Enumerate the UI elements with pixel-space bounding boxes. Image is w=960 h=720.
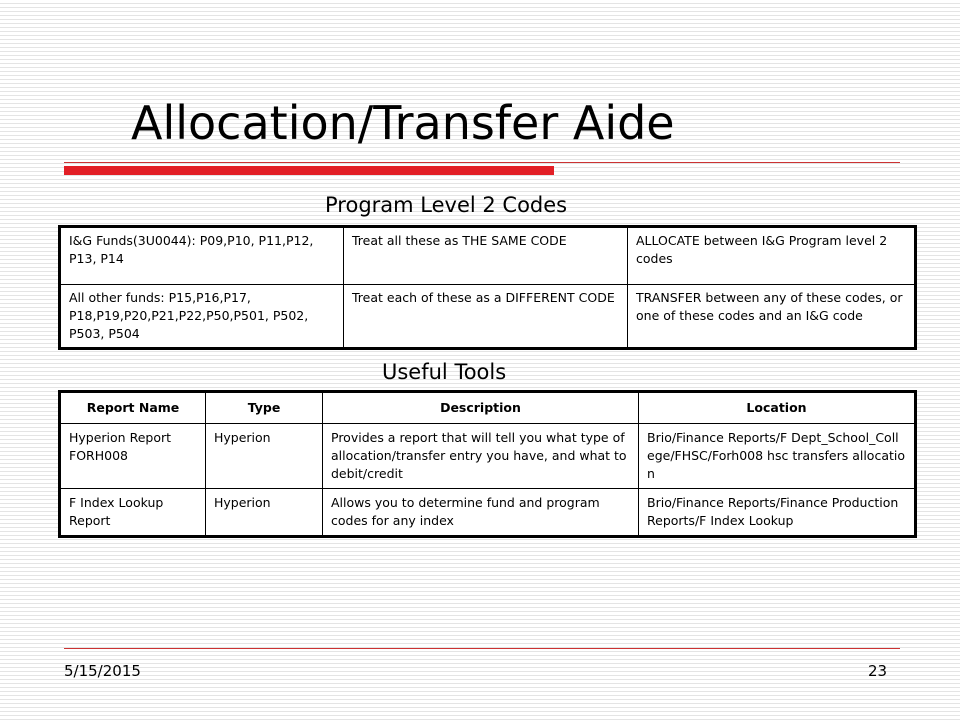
column-header-location: Location xyxy=(639,392,916,424)
table-row xyxy=(60,227,916,285)
title-divider-accent-bar xyxy=(64,166,554,175)
tools-section-heading: Useful Tools xyxy=(382,360,507,384)
funds-cell: I&G Funds(3U0044): P09,P10, P11,P12, P13, P14 xyxy=(60,227,344,285)
type-cell: Hyperion xyxy=(206,489,323,537)
action-cell: ALLOCATE between I&G Program level 2 codes xyxy=(628,227,916,285)
column-header-report-name: Report Name xyxy=(60,392,206,424)
column-header-description: Description xyxy=(323,392,639,424)
action-cell: TRANSFER between any of these codes, or one of these codes and an I&G code xyxy=(628,285,916,349)
table-row xyxy=(60,285,916,349)
type-cell: Hyperion xyxy=(206,424,323,489)
location-cell: Brio/Finance Reports/F Dept_School_College/FHSC/Forh008 hsc transfers allocation xyxy=(639,424,916,489)
table-row xyxy=(60,424,916,489)
page-number: 23 xyxy=(868,662,888,680)
title-divider-thin xyxy=(64,162,900,163)
slide-title: Allocation/Transfer Aide xyxy=(131,96,675,150)
report-name-cell: Hyperion Report FORH008 xyxy=(60,424,206,489)
description-cell: Provides a report that will tell you what type of allocation/transfer entry you have, and what to debit/credit xyxy=(323,424,639,489)
useful-tools-table xyxy=(58,390,917,538)
codes-section-heading: Program Level 2 Codes xyxy=(325,193,568,217)
location-cell: Brio/Finance Reports/Finance Production Reports/F Index Lookup xyxy=(639,489,916,537)
program-codes-table xyxy=(58,225,917,350)
table-header-row xyxy=(60,392,916,424)
funds-cell: All other funds: P15,P16,P17, P18,P19,P20,P21,P22,P50,P501, P502, P503, P504 xyxy=(60,285,344,349)
column-header-type: Type xyxy=(206,392,323,424)
treatment-cell: Treat all these as THE SAME CODE xyxy=(344,227,628,285)
report-name-cell: F Index Lookup Report xyxy=(60,489,206,537)
footer-divider xyxy=(64,648,900,649)
footer-date: 5/15/2015 xyxy=(64,662,141,680)
table-row xyxy=(60,489,916,537)
treatment-cell: Treat each of these as a DIFFERENT CODE xyxy=(344,285,628,349)
description-cell: Allows you to determine fund and program codes for any index xyxy=(323,489,639,537)
